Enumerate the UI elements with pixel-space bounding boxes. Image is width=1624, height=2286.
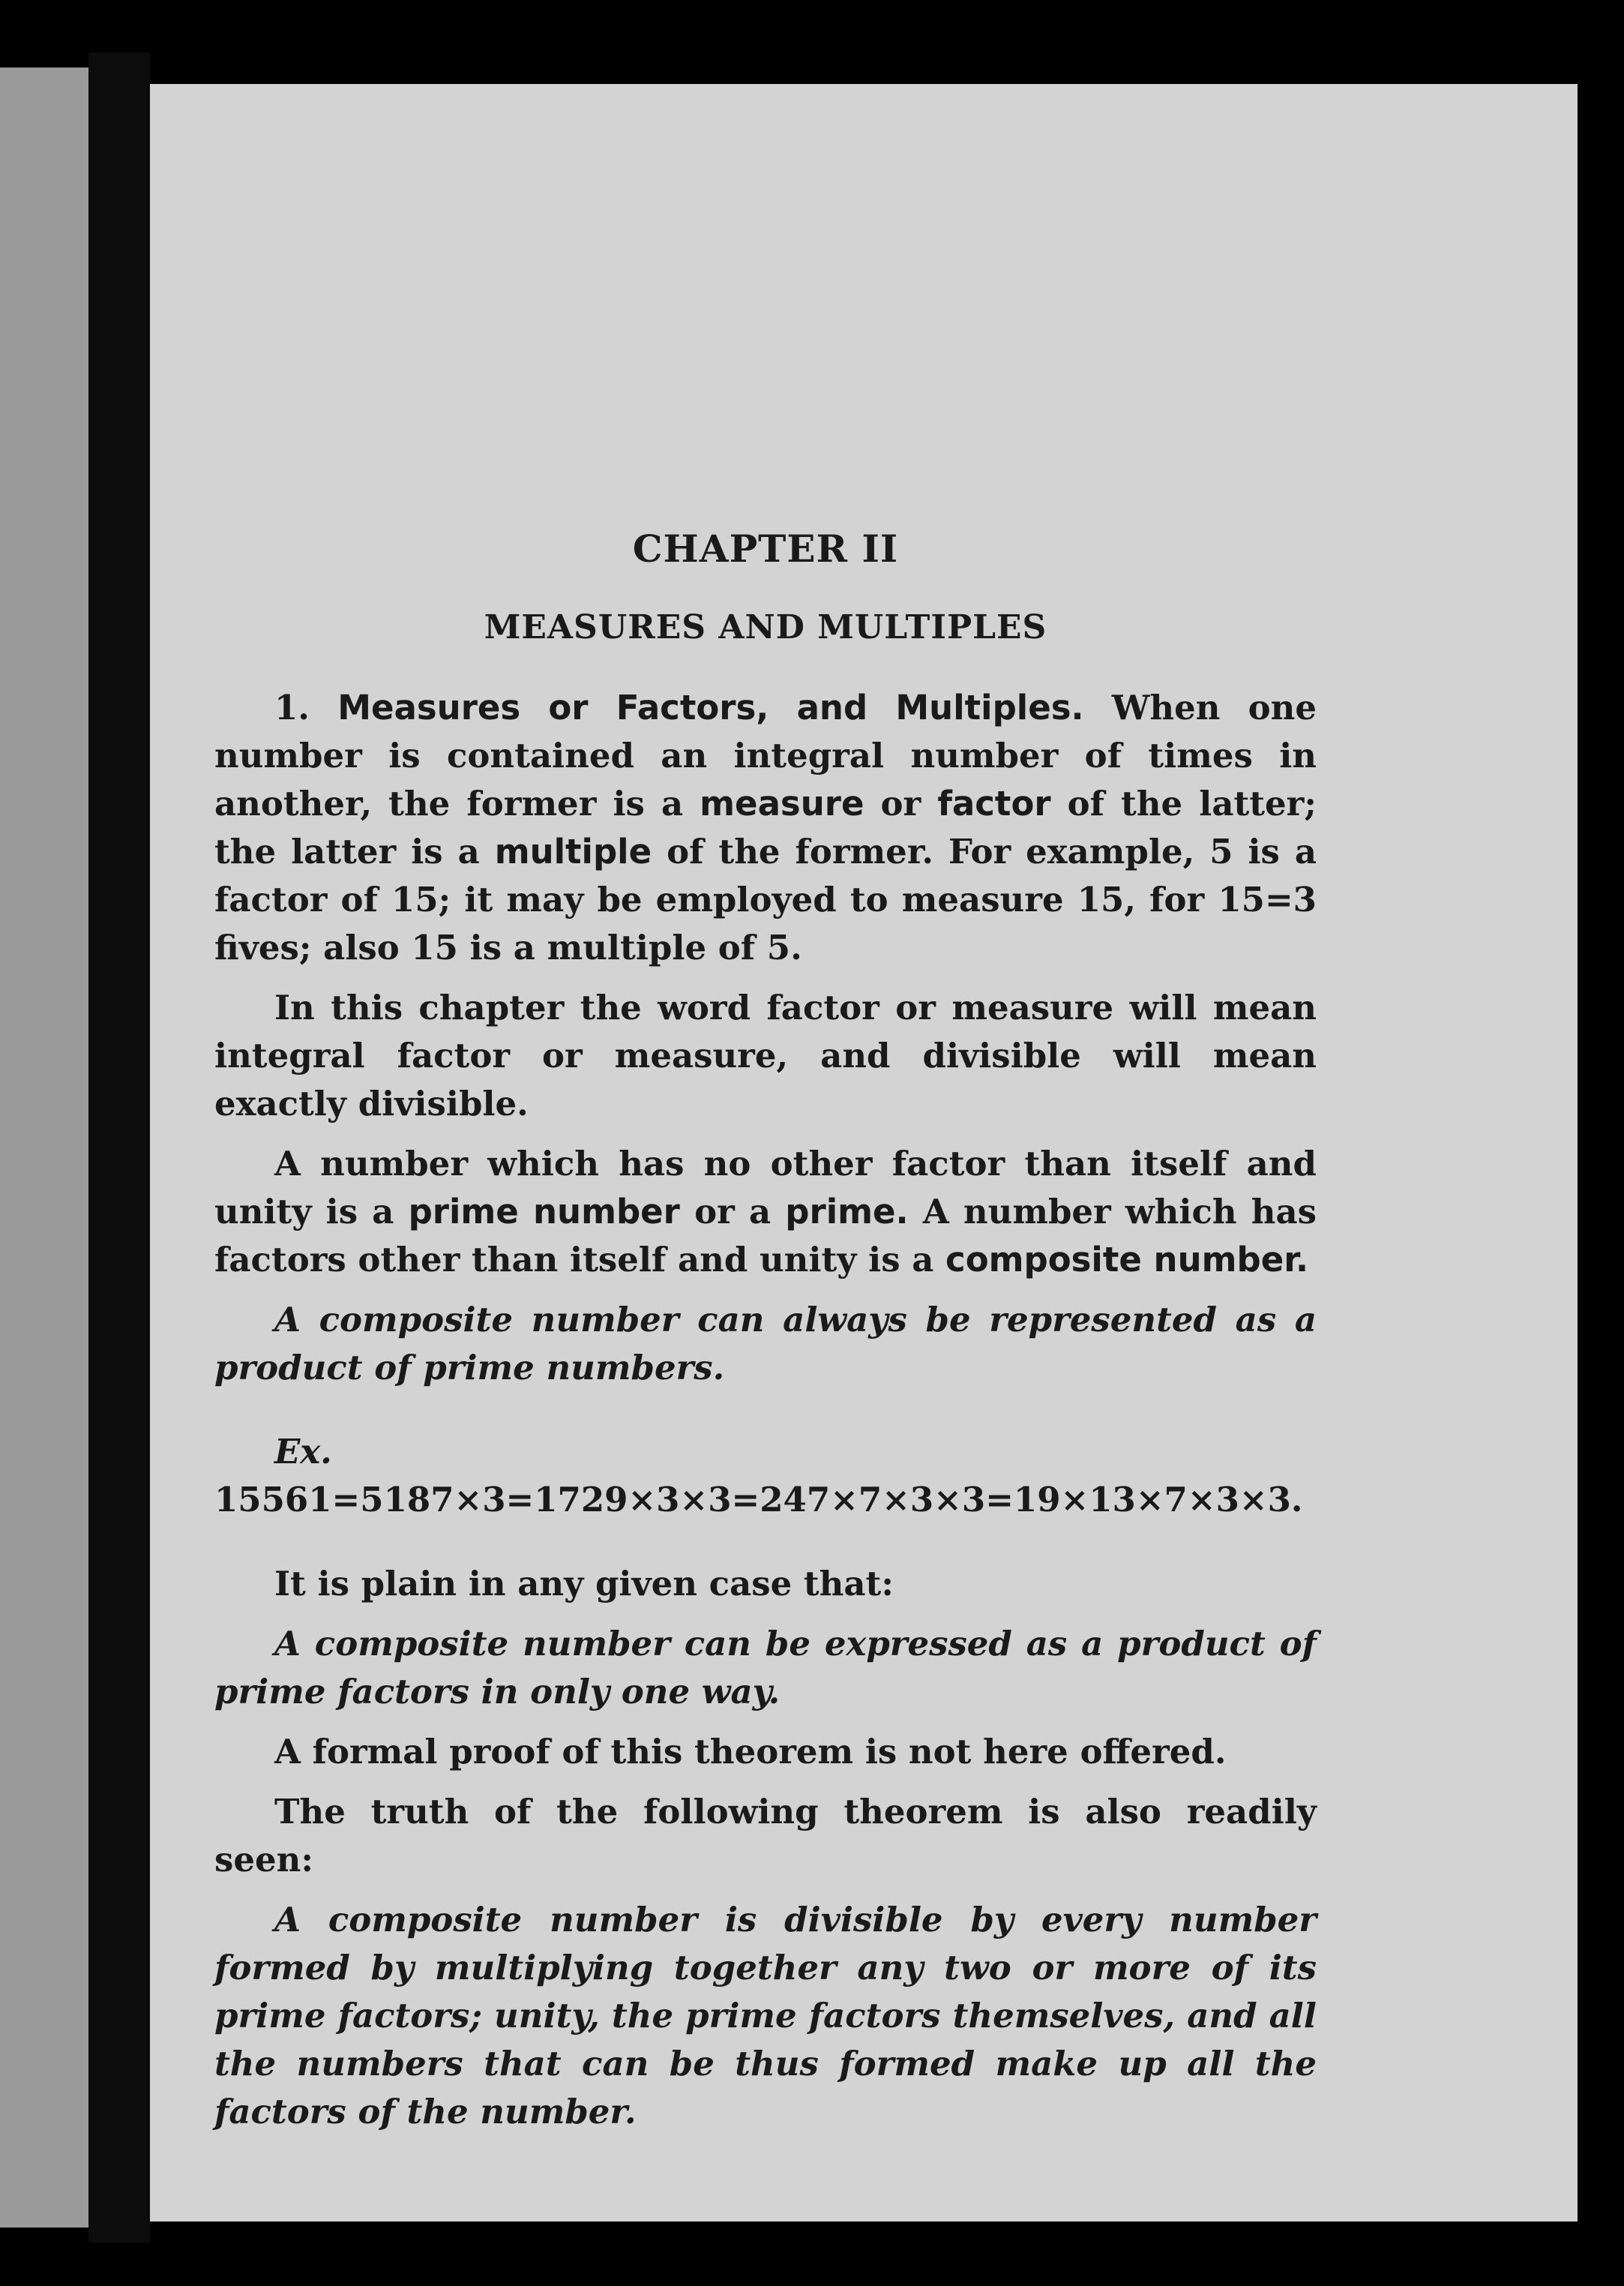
para1-text-2: or: [864, 784, 938, 824]
example-text: 15561=5187×3=1729×3×3=247×7×3×3=19×13×7×3×3.: [214, 1480, 1303, 1520]
paragraph-following-theorem: The truth of the following theorem is also readily seen:: [214, 1792, 1317, 1880]
chapter-subtitle: MEASURES AND MULTIPLES: [484, 608, 1047, 646]
paragraph-plain: It is plain in any given case that:: [274, 1564, 894, 1604]
para1-text-4: of the former. For example, 5 is a factor of 15; it may be employed to measure 15, for 15=3 fives; also 15 is a multiple of 5.: [214, 832, 1317, 968]
page-content: [214, 436, 1317, 2148]
chapter-title: CHAPTER II: [632, 526, 899, 571]
para1-text-1: When one number is contained an integral number of times in another, the former is a: [214, 688, 1317, 824]
section-heading: Measures or Factors, and Multiples.: [337, 688, 1084, 728]
section-number: 1.: [274, 688, 310, 728]
book-gutter: [88, 52, 150, 2242]
theorem-divisibility: A composite number is divisible by every number formed by multiplying together any two or more of its prime factors; unity, the prime factors themselves, and all the numbers that can be thus formed make up all the factors of the number.: [214, 1900, 1317, 2132]
theorem-composite-product: A composite number can always be represented as a product of prime numbers.: [214, 1300, 1317, 1388]
para3-text-1: A number which has no other factor than itself and unity is a: [214, 1144, 1317, 1232]
term-prime-number: prime number: [408, 1192, 680, 1232]
term-factor: factor: [937, 784, 1051, 824]
paragraph-measures-factors-multiples: [214, 684, 1317, 972]
example-label: Ex.: [274, 1432, 332, 1472]
term-measure: measure: [700, 784, 864, 824]
paragraph-definition-note: In this chapter the word factor or measure will mean integral factor or measure, and divisible will mean exactly divisible.: [214, 988, 1317, 1124]
para3-text-2: or a: [679, 1192, 786, 1232]
example-factorization: [214, 1428, 1317, 1524]
term-multiple: multiple: [494, 832, 652, 872]
book-page: [150, 84, 1578, 2222]
facing-page-edge: [0, 68, 88, 2228]
para1-text-3: of the latter; the latter is a: [214, 784, 1317, 872]
theorem-unique-factorization: A composite number can be expressed as a product of prime factors in only one way.: [214, 1624, 1317, 1712]
para3-text-3: A number which has factors other than itself and unity is a: [214, 1192, 1317, 1280]
paragraph-proof-note: A formal proof of this theorem is not here offered.: [274, 1732, 1227, 1772]
term-prime: prime.: [785, 1192, 909, 1232]
paragraph-prime-composite: [214, 1140, 1317, 1284]
term-composite-number: composite number.: [945, 1240, 1309, 1280]
